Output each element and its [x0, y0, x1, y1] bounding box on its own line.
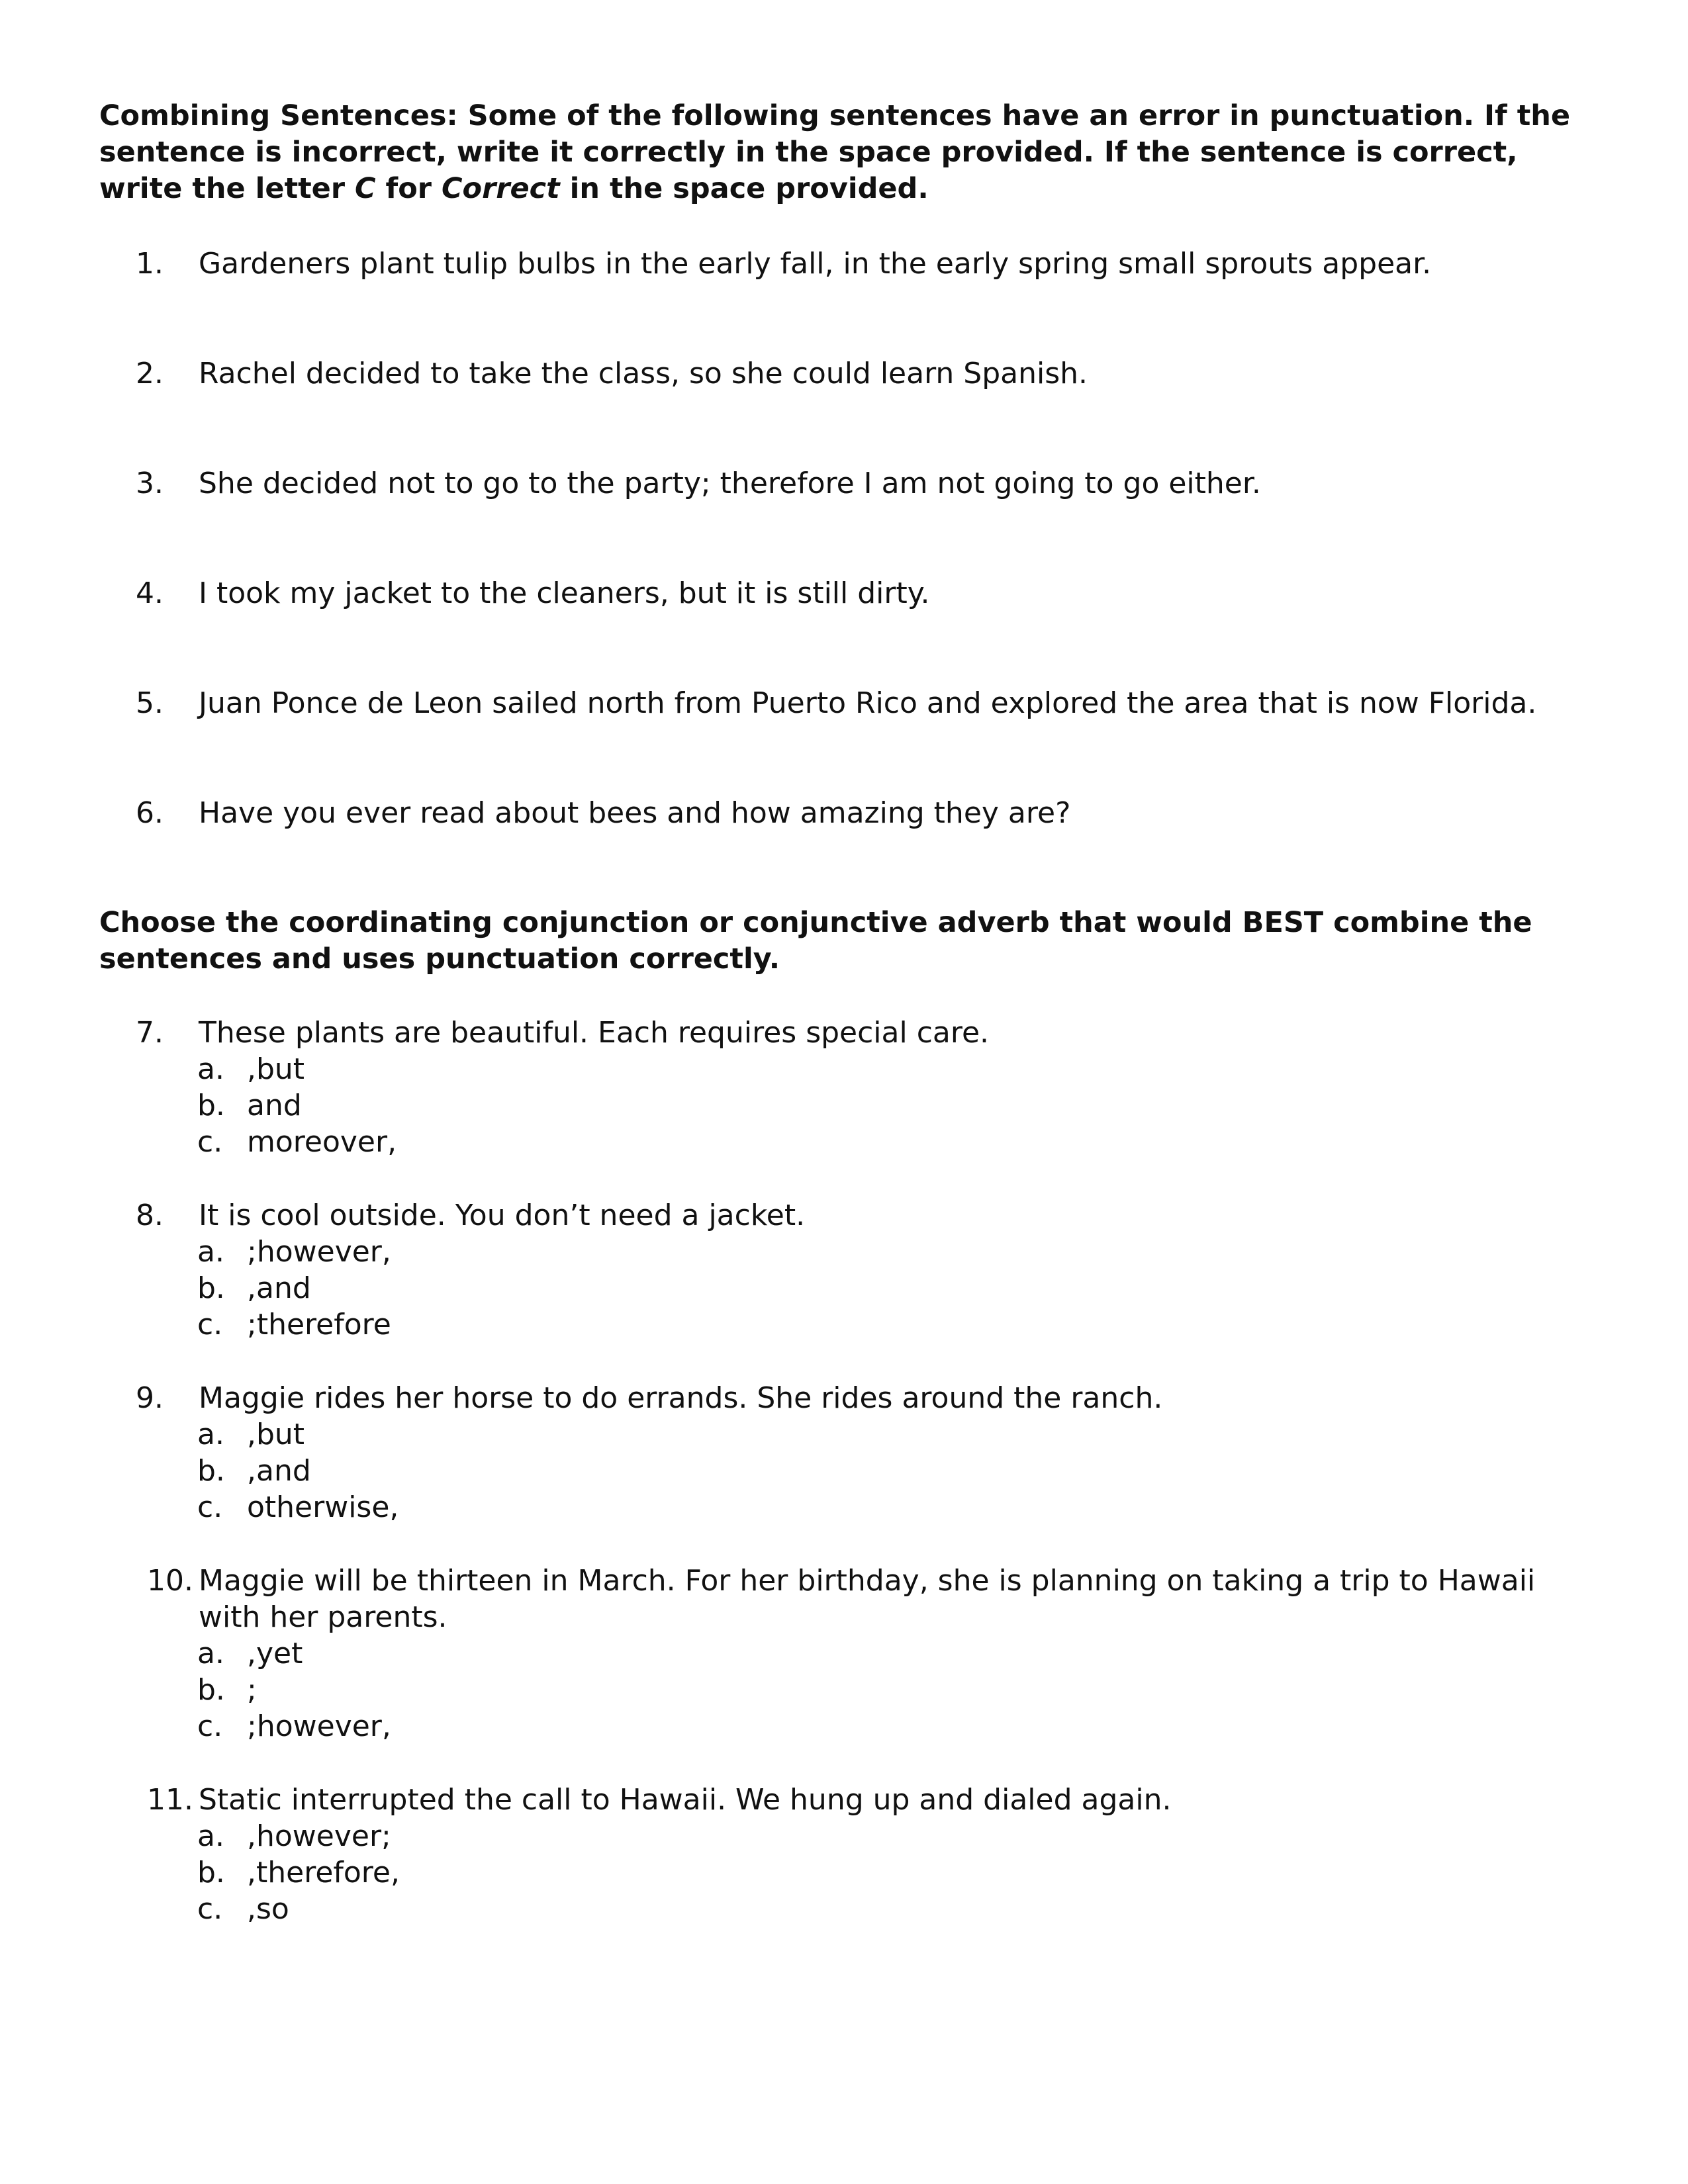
option-letter: b. — [197, 1271, 225, 1305]
instructions-text-end: in the space provided. — [559, 172, 929, 205]
question-number: 1. — [136, 247, 164, 281]
option-text: otherwise, — [247, 1490, 399, 1524]
option-letter: b. — [197, 1856, 225, 1889]
section1-instructions — [99, 98, 1595, 207]
question-text: Static interrupted the call to Hawaii. We hung up and dialed again. — [199, 1783, 1172, 1817]
question-text: It is cool outside. You don’t need a jacket. — [199, 1199, 806, 1232]
option-letter: c. — [197, 1709, 223, 1743]
option-letter: a. — [197, 1637, 224, 1670]
question-text: Have you ever read about bees and how amazing they are? — [199, 796, 1071, 830]
option-text: ,so — [247, 1892, 289, 1926]
section2-instructions: Choose the coordinating conjunction or conjunctive adverb that would BEST combine the sentences and uses punctuation correctly. — [99, 906, 1532, 976]
question-number: 11. — [147, 1783, 193, 1817]
question-text: She decided not to go to the party; therefore I am not going to go either. — [199, 467, 1261, 500]
question-text: Rachel decided to take the class, so she could learn Spanish. — [199, 357, 1088, 390]
instructions-word-correct: Correct — [441, 172, 560, 205]
question-text: I took my jacket to the cleaners, but it is still dirty. — [199, 576, 930, 610]
instructions-text-for: for — [375, 172, 442, 205]
option-letter: c. — [197, 1125, 223, 1159]
option-text: ,therefore, — [247, 1856, 400, 1889]
option-text: ; — [247, 1673, 257, 1707]
option-letter: c. — [197, 1490, 223, 1524]
option-letter: a. — [197, 1819, 224, 1853]
option-text: ;however, — [247, 1709, 391, 1743]
question-number: 3. — [136, 467, 164, 500]
question-text: These plants are beautiful. Each requires special care. — [199, 1016, 990, 1050]
option-text: moreover, — [247, 1125, 397, 1159]
question-number: 7. — [136, 1016, 164, 1050]
option-letter: c. — [197, 1892, 223, 1926]
question-number: 6. — [136, 796, 164, 830]
option-letter: b. — [197, 1673, 225, 1707]
option-text: ,however; — [247, 1819, 391, 1853]
question-number: 2. — [136, 357, 164, 390]
option-text: ;however, — [247, 1235, 391, 1269]
option-letter: b. — [197, 1089, 225, 1122]
question-text: Juan Ponce de Leon sailed north from Puerto Rico and explored the area that is now Florida. — [199, 686, 1537, 720]
option-text: ,but — [247, 1418, 305, 1451]
option-text: ,and — [247, 1271, 311, 1305]
question-text: Maggie will be thirteen in March. For her birthday, she is planning on taking a trip to Hawaii with her parents. — [199, 1564, 1536, 1634]
question-number: 5. — [136, 686, 164, 720]
option-letter: c. — [197, 1308, 223, 1342]
option-text: ,and — [247, 1454, 311, 1488]
option-letter: a. — [197, 1235, 224, 1269]
option-letter: a. — [197, 1418, 224, 1451]
option-text: and — [247, 1089, 302, 1122]
instructions-letter-c: C — [355, 172, 376, 205]
option-text: ,yet — [247, 1637, 303, 1670]
question-text: Maggie rides her horse to do errands. She rides around the ranch. — [199, 1381, 1163, 1415]
question-number: 9. — [136, 1381, 164, 1415]
option-text: ;therefore — [247, 1308, 391, 1342]
question-number: 4. — [136, 576, 164, 610]
question-number: 8. — [136, 1199, 164, 1232]
instructions-text: Combining Sentences: Some of the following sentences have an error in punctuation. If the sentence is incorrect, write it correctly in the space provided. If the sentence is correct, write the letter — [99, 99, 1571, 205]
question-text: Gardeners plant tulip bulbs in the early fall, in the early spring small sprouts appear. — [199, 247, 1432, 281]
question-number: 10. — [147, 1564, 193, 1598]
option-letter: b. — [197, 1454, 225, 1488]
option-text: ,but — [247, 1052, 305, 1086]
option-letter: a. — [197, 1052, 224, 1086]
